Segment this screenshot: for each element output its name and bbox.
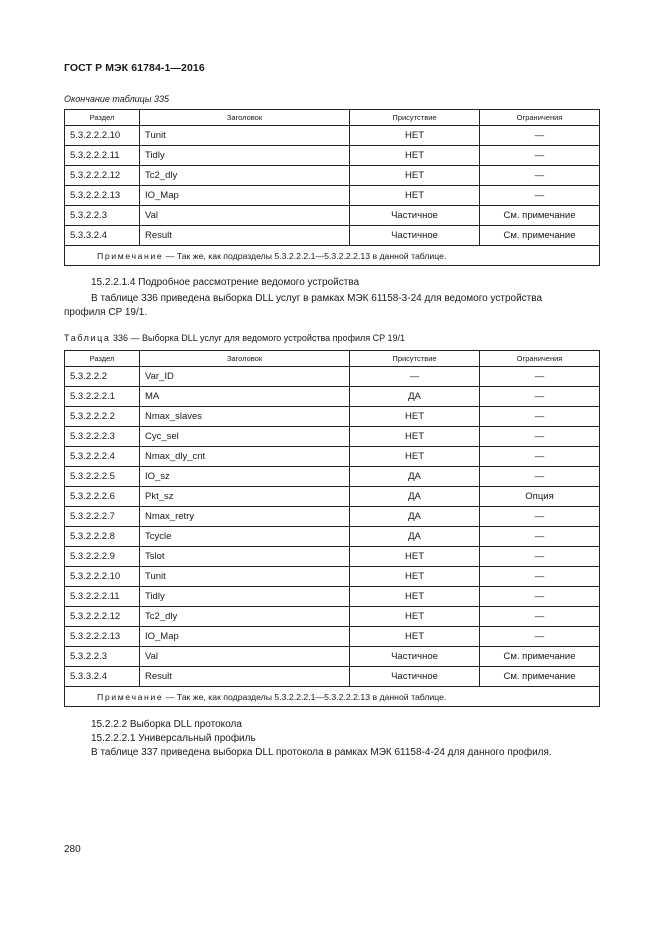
table-row	[65, 607, 600, 627]
table-note	[65, 246, 600, 266]
section-cell: 5.3.2.2.2.10	[65, 126, 140, 146]
table-row	[65, 146, 600, 166]
table-336-caption	[64, 333, 405, 343]
presence-cell: ДА	[350, 487, 480, 507]
presence-cell: НЕТ	[350, 627, 480, 647]
table-335	[64, 109, 600, 266]
table-header-row	[65, 351, 600, 367]
table-row	[65, 487, 600, 507]
presence-cell: Частичное	[350, 206, 480, 226]
restriction-cell: —	[480, 186, 600, 206]
restriction-cell: —	[480, 627, 600, 647]
restriction-cell: —	[480, 527, 600, 547]
section-cell: 5.3.2.2.3	[65, 647, 140, 667]
section-cell: 5.3.2.2.2.9	[65, 547, 140, 567]
presence-cell: НЕТ	[350, 427, 480, 447]
restriction-cell: Опция	[480, 487, 600, 507]
presence-cell: НЕТ	[350, 407, 480, 427]
table-header-row	[65, 110, 600, 126]
note-label: Примечание	[97, 250, 164, 261]
restriction-cell: —	[480, 567, 600, 587]
table-row	[65, 186, 600, 206]
title-cell: Var_ID	[140, 367, 350, 387]
title-cell: Nmax_slaves	[140, 407, 350, 427]
restriction-cell: —	[480, 607, 600, 627]
presence-cell: ДА	[350, 387, 480, 407]
title-cell: Tc2_dly	[140, 607, 350, 627]
presence-cell: НЕТ	[350, 146, 480, 166]
presence-cell: НЕТ	[350, 447, 480, 467]
paragraph-line: В таблице 337 приведена выборка DLL протокола в рамках МЭК 61158-4-24 для данного профиля.	[91, 747, 552, 758]
column-header: Присутствие	[350, 351, 480, 367]
title-cell: Tidly	[140, 587, 350, 607]
table-note	[65, 687, 600, 707]
presence-cell: Частичное	[350, 667, 480, 687]
table-row	[65, 126, 600, 146]
title-cell: Tslot	[140, 547, 350, 567]
section-cell: 5.3.2.2.2.12	[65, 166, 140, 186]
presence-cell: НЕТ	[350, 186, 480, 206]
table-row	[65, 367, 600, 387]
note-text: — Так же, как подразделы 5.3.2.2.2.1—5.3.2.2.2.13 в данной таблице.	[163, 250, 447, 261]
column-header: Ограничения	[480, 351, 600, 367]
restriction-cell: —	[480, 367, 600, 387]
section-cell: 5.3.2.2.2	[65, 367, 140, 387]
restriction-cell: —	[480, 447, 600, 467]
presence-cell: Частичное	[350, 226, 480, 246]
restriction-cell: —	[480, 407, 600, 427]
title-cell: Tc2_dly	[140, 166, 350, 186]
section-cell: 5.3.3.2.4	[65, 667, 140, 687]
section-cell: 5.3.2.2.2.3	[65, 427, 140, 447]
section-heading-15-2-2-2-1: 15.2.2.2.1 Универсальный профиль	[91, 733, 256, 744]
restriction-cell: —	[480, 146, 600, 166]
section-heading-15-2-2-2: 15.2.2.2 Выборка DLL протокола	[91, 719, 242, 730]
presence-cell: НЕТ	[350, 607, 480, 627]
restriction-cell: См. примечание	[480, 667, 600, 687]
section-cell: 5.3.2.2.2.12	[65, 607, 140, 627]
title-cell: Pkt_sz	[140, 487, 350, 507]
caption-text: 336 — Выборка DLL услуг для ведомого устройства профиля CP 19/1	[110, 333, 405, 343]
column-header: Заголовок	[140, 351, 350, 367]
section-cell: 5.3.2.2.2.10	[65, 567, 140, 587]
title-cell: MA	[140, 387, 350, 407]
presence-cell: НЕТ	[350, 567, 480, 587]
presence-cell: Частичное	[350, 647, 480, 667]
presence-cell: НЕТ	[350, 587, 480, 607]
section-cell: 5.3.3.2.4	[65, 226, 140, 246]
section-cell: 5.3.2.2.3	[65, 206, 140, 226]
column-header: Присутствие	[350, 110, 480, 126]
table-row	[65, 527, 600, 547]
section-cell: 5.3.2.2.2.2	[65, 407, 140, 427]
table-row	[65, 507, 600, 527]
title-cell: IO_sz	[140, 467, 350, 487]
table-row	[65, 467, 600, 487]
presence-cell: ДА	[350, 467, 480, 487]
table-row	[65, 387, 600, 407]
paragraph-line: В таблице 336 приведена выборка DLL услуг в рамках МЭК 61158-3-24 для ведомого устройства	[91, 293, 543, 304]
document-header: ГОСТ Р МЭК 61784-1—2016	[64, 62, 205, 74]
section-heading-15-2-2-1-4: 15.2.2.1.4 Подробное рассмотрение ведомого устройства	[91, 277, 360, 288]
section-cell: 5.3.2.2.2.5	[65, 467, 140, 487]
section-cell: 5.3.2.2.2.4	[65, 447, 140, 467]
presence-cell: —	[350, 367, 480, 387]
title-cell: Result	[140, 667, 350, 687]
title-cell: Nmax_retry	[140, 507, 350, 527]
table-335-caption: Окончание таблицы 335	[64, 94, 169, 104]
restriction-cell: —	[480, 126, 600, 146]
restriction-cell: См. примечание	[480, 206, 600, 226]
page-number: 280	[64, 844, 81, 855]
column-header: Ограничения	[480, 110, 600, 126]
restriction-cell: —	[480, 547, 600, 567]
table-row	[65, 447, 600, 467]
section-cell: 5.3.2.2.2.1	[65, 387, 140, 407]
table-row	[65, 206, 600, 226]
note-text: — Так же, как подразделы 5.3.2.2.2.1—5.3.2.2.2.13 в данной таблице.	[163, 691, 447, 702]
restriction-cell: См. примечание	[480, 647, 600, 667]
title-cell: Result	[140, 226, 350, 246]
restriction-cell: —	[480, 587, 600, 607]
title-cell: Val	[140, 647, 350, 667]
presence-cell: ДА	[350, 527, 480, 547]
restriction-cell: —	[480, 467, 600, 487]
table-row	[65, 547, 600, 567]
section-cell: 5.3.2.2.2.13	[65, 627, 140, 647]
table-note-row	[65, 687, 600, 707]
note-label: Примечание	[97, 691, 164, 702]
restriction-cell: См. примечание	[480, 226, 600, 246]
title-cell: Tunit	[140, 567, 350, 587]
table-row	[65, 667, 600, 687]
title-cell: Tidly	[140, 146, 350, 166]
section-cell: 5.3.2.2.2.11	[65, 146, 140, 166]
table-row	[65, 226, 600, 246]
title-cell: Tcycle	[140, 527, 350, 547]
title-cell: IO_Map	[140, 186, 350, 206]
section-cell: 5.3.2.2.2.11	[65, 587, 140, 607]
table-row	[65, 166, 600, 186]
column-header: Раздел	[65, 110, 140, 126]
section-cell: 5.3.2.2.2.7	[65, 507, 140, 527]
column-header: Заголовок	[140, 110, 350, 126]
caption-label: Таблица	[64, 333, 111, 343]
title-cell: Nmax_dly_cnt	[140, 447, 350, 467]
table-336	[64, 350, 600, 707]
table-row	[65, 407, 600, 427]
table-note-row	[65, 246, 600, 266]
table-row	[65, 587, 600, 607]
title-cell: Cyc_sel	[140, 427, 350, 447]
section-cell: 5.3.2.2.2.8	[65, 527, 140, 547]
presence-cell: ДА	[350, 507, 480, 527]
paragraph-line: профиля CP 19/1.	[64, 307, 148, 318]
title-cell: Tunit	[140, 126, 350, 146]
restriction-cell: —	[480, 507, 600, 527]
title-cell: IO_Map	[140, 627, 350, 647]
title-cell: Val	[140, 206, 350, 226]
table-row	[65, 567, 600, 587]
table-row	[65, 427, 600, 447]
table-row	[65, 627, 600, 647]
table-row	[65, 647, 600, 667]
section-cell: 5.3.2.2.2.6	[65, 487, 140, 507]
column-header: Раздел	[65, 351, 140, 367]
presence-cell: НЕТ	[350, 166, 480, 186]
presence-cell: НЕТ	[350, 547, 480, 567]
presence-cell: НЕТ	[350, 126, 480, 146]
restriction-cell: —	[480, 387, 600, 407]
restriction-cell: —	[480, 427, 600, 447]
section-cell: 5.3.2.2.2.13	[65, 186, 140, 206]
restriction-cell: —	[480, 166, 600, 186]
